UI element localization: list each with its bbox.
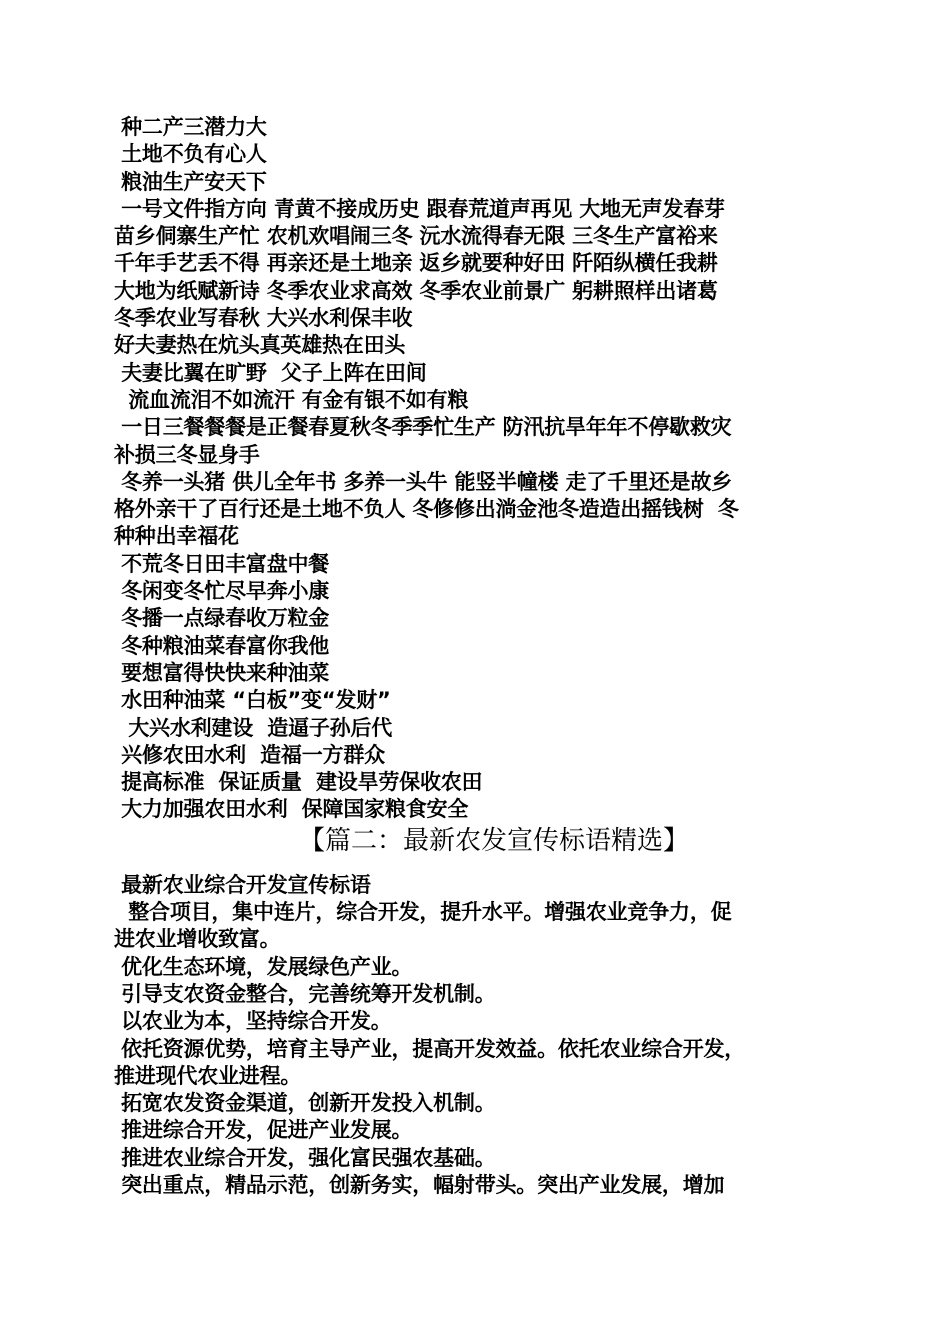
text-line: 补损三冬显身手 [114,442,260,467]
text-line: 好夫妻热在炕头真英雄热在田头 [114,333,406,358]
text-line: 引导支农资金整合，完善统筹开发机制。 [114,981,496,1006]
text-line: 优化生态环境，发展绿色产业。 [114,954,413,979]
text-line: 一号文件指方向 青黄不接成历史 跟春荒道声再见 大地无声发春芽 [114,196,725,221]
text-line: 土地不负有心人 [114,142,267,167]
text-line: 要想富得快快来种油菜 [114,660,330,685]
text-line: 以农业为本，坚持综合开发。 [114,1009,392,1034]
text-line: 流血流泪不如流汗 有金有银不如有粮 [114,387,469,412]
text-line: 水田种油菜 “白板”变“发财” [114,688,391,713]
text-line: 最新农业综合开发宣传标语 [114,872,371,897]
text-line: 千年手艺丢不得 再亲还是土地亲 返乡就要种好田 阡陌纵横任我耕 [114,251,718,276]
text-line: 提高标准 保证质量 建设旱劳保收农田 [114,770,483,795]
text-line: 依托资源优势，培育主导产业，提高开发效益。依托农业综合开发， [114,1036,746,1061]
text-line: 种二产三潜力大 [114,115,267,139]
text-line: 冬季农业写春秋 大兴水利保丰收 [114,306,413,331]
text-line: 夫妻比翼在旷野 父子上阵在田间 [114,360,427,385]
text-line: 格外亲干了百行还是土地不负人 冬修修出淌金池冬造造出摇钱树 冬 [114,497,739,522]
text-line: 大地为纸赋新诗 冬季农业求高效 冬季农业前景广 躬耕照样出诸葛 [114,278,718,303]
text-line: 整合项目，集中连片，综合开发，提升水平。增强农业竞争力，促 [114,900,732,925]
section-one [114,114,834,824]
text-line: 大兴水利建设 造逼子孙后代 [114,715,393,740]
text-line: 粮油生产安天下 [114,169,267,194]
section-heading: 【篇二：最新农发宣传标语精选】 [298,825,689,856]
text-line: 大力加强农田水利 保障国家粮食安全 [114,797,469,822]
text-line: 推进综合开发，促进产业发展。 [114,1118,413,1143]
text-line: 种种出幸福花 [114,524,239,549]
text-line: 不荒冬日田丰富盘中餐 [114,551,330,576]
text-line: 进农业增收致富。 [114,927,281,952]
text-line: 推进农业综合开发，强化富民强农基础。 [114,1145,496,1170]
text-line: 突出重点，精品示范，创新务实，幅射带头。突出产业发展，增加 [114,1172,725,1197]
text-line: 冬种粮油菜春富你我他 [114,633,330,658]
text-line: 拓宽农发资金渠道，创新开发投入机制。 [114,1091,496,1116]
text-line: 一日三餐餐餐是正餐春夏秋冬季季忙生产 防汛抗旱年年不停歇救灾 [114,415,732,440]
section-two [114,872,834,1200]
text-line: 兴修农田水利 造福一方群众 [114,742,385,767]
text-line: 冬闲变冬忙尽早奔小康 [114,579,330,604]
text-line: 推进现代农业进程。 [114,1063,302,1088]
text-line: 苗乡侗寨生产忙 农机欢唱闹三冬 沅水流得春无限 三冬生产富裕来 [114,224,718,249]
text-line: 冬养一头猪 供儿全年书 多养一头牛 能竖半幢楼 走了千里还是故乡 [114,469,732,494]
text-line: 冬播一点绿春收万粒金 [114,606,330,631]
document-body [114,114,834,1199]
